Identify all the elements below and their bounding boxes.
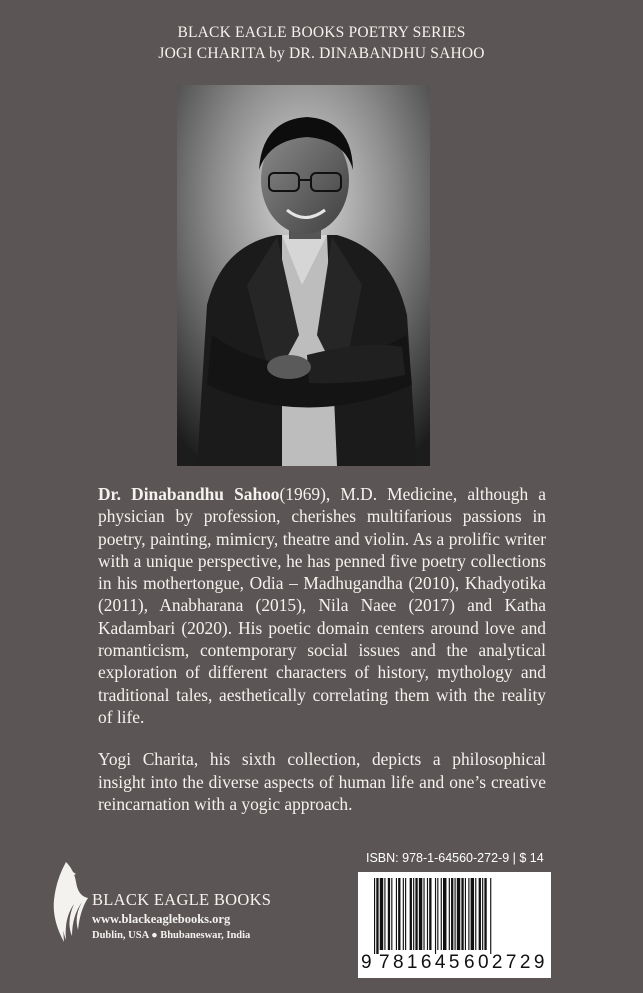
barcode-bar [415,878,417,950]
barcode-lead-digit: 9 [361,952,372,973]
bio-paragraph-1-text: (1969), M.D. Medicine, although a physician by profession, cherishes multifarious passions in poetry, painting, mimicry, theatre and violin. As a prolific writer with a unique perspective, he has penned five poetry collections in his mothertongue, Odia – Madhugandha (2010), Khadyotika (2011), Anabharana (2015), Nila Naee (2017) and Katha Kadambari (2020). His poetic domain centers around love and romanticism, contemporary social issues and the analytical exploration of different characters of history, mythology and traditional tales, aesthetically correlating them with the reality of life. [98,484,547,727]
barcode-bar [471,878,474,950]
barcode-bar [479,878,481,950]
barcode-group-2: 602729 [464,952,548,973]
barcode-bar [484,878,486,950]
location-right: Bhubaneswar, India [160,930,251,941]
barcode-bar [429,878,431,950]
bio-paragraph-1 [98,483,546,728]
author-biography [98,483,546,815]
barcode-bar [449,878,450,950]
publisher-locations [92,930,250,941]
barcode-bar [468,878,469,950]
location-separator: ● [151,930,158,941]
barcode-bar [437,878,438,950]
barcode-bar [475,878,476,950]
eagle-logo-icon [50,860,90,945]
barcode-bars [358,872,551,954]
cover-header [0,22,643,64]
location-left: Dublin, USA [92,930,149,941]
barcode-bar [391,878,392,950]
author-name: Dr. Dinabandhu Sahoo [98,484,280,504]
barcode-bar [380,878,383,950]
barcode-bar [388,878,390,950]
isbn-price: ISBN: 978-1-64560-272-9 | $ 14 [366,851,544,865]
barcode-bar [443,878,446,950]
barcode-bar [376,878,378,954]
series-title: BLACK EAGLE BOOKS POETRY SERIES [177,24,466,41]
book-title-line: JOGI CHARITA by DR. DINABANDHU SAHOO [158,45,485,62]
barcode-bar [457,878,460,950]
barcode-bar [398,878,400,950]
barcode-bar [413,878,414,950]
barcode-bar [374,878,375,954]
barcode-bar [461,878,463,950]
barcode-bar [482,878,483,950]
publisher-name: BLACK EAGLE BOOKS [92,890,272,909]
publisher-block [50,860,310,970]
barcode-digits [358,952,551,974]
barcode-bar [441,878,442,950]
barcode-bar [396,878,397,950]
barcode-bar [427,878,428,950]
barcode-bar [384,878,385,950]
publisher-url: www.blackeaglebooks.org [92,912,231,926]
barcode-bar [451,878,453,950]
barcode-bar [435,878,436,954]
barcode-bar [465,878,466,950]
barcode-bar [403,878,404,950]
barcode-bar [419,878,422,950]
author-portrait [177,85,430,466]
barcode-bar [405,878,406,950]
barcode-bar [490,878,491,954]
barcode-bar [423,878,424,950]
barcode [358,872,551,978]
barcode-bar [455,878,456,950]
barcode-group-1: 781645 [379,952,463,973]
bio-paragraph-2: Yogi Charita, his sixth collection, depicts a philosophical insight into the diverse aspects of human life and one’s creative reincarnation with a yogic approach. [98,749,546,814]
barcode-bar [410,878,412,950]
